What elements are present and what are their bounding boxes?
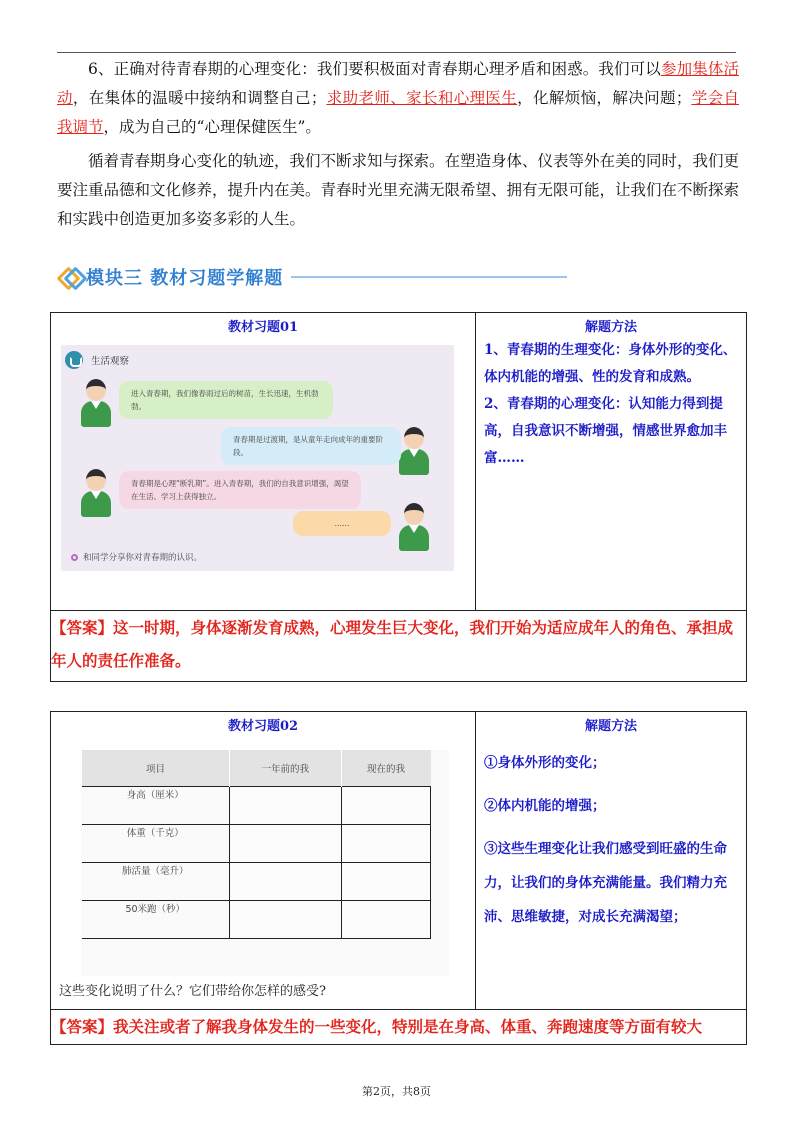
paragraph-conclusion: 循着青春期身心变化的轨迹，我们不断求知与探索。在塑造身体、仪表等外在美的同时，我们更要注重品德和文化修养，提升内在美。青春时光里充满无限希望、拥有无限可能，让我们在不断探索和实践中创造更加多姿多彩的人生。 <box>57 152 740 228</box>
table-blank-cell <box>341 825 430 863</box>
page-number: 第2页，共8页 <box>362 1085 431 1098</box>
table-blank-cell <box>229 787 341 825</box>
exercise-1-table <box>50 312 747 682</box>
method-item: 1、青春期的生理变化：身体外形的变化、体内机能的增强、性的发育和成熟。 <box>484 342 737 385</box>
share-prompt <box>71 551 202 563</box>
method-list <box>476 335 746 472</box>
table-header: 现在的我 <box>341 750 430 787</box>
exercise-2-content-cell <box>51 712 476 1010</box>
method-title: 解题方法 <box>584 320 637 335</box>
speech-bubble: …… <box>293 511 391 536</box>
speech-bubble: 青春期是过渡期，是从童年走向成年的重要阶段。 <box>221 427 401 465</box>
student-avatar <box>79 469 113 517</box>
observation-label: 生活观察 <box>91 356 130 367</box>
table-blank-cell <box>341 787 430 825</box>
table-row-label: 体重（千克） <box>82 825 230 863</box>
method-item: 2、青春期的心理变化：认知能力得到提高，自我意识不断增强，情感世界愈加丰富…… <box>484 396 727 466</box>
exercise-2-question: 这些变化说明了什么？它们带给你怎样的感受? <box>59 984 326 999</box>
exercise-1-title: 教材习题01 <box>227 320 299 335</box>
table-row <box>82 787 431 825</box>
section-divider <box>291 276 567 278</box>
table-blank-cell <box>341 863 430 901</box>
table-row-label: 肺活量（毫升） <box>82 863 230 901</box>
growth-record-table <box>81 750 431 939</box>
share-prompt-text: 和同学分享你对青春期的认识。 <box>83 553 203 563</box>
highlight-seek-help: 求助老师、家长和心理医生 <box>326 89 518 107</box>
paragraph-text: ，化解烦恼，解决问题； <box>517 89 692 107</box>
exercise-1-content-cell <box>51 313 476 611</box>
speech-bubble: 青春期是心理“断乳期”。进入青春期，我们的自我意识增强，渴望在生活、学习上获得独立。 <box>119 471 361 509</box>
speech-bubble: 进入青春期，我们像春雨过后的树苗，生长迅速，生机勃勃。 <box>119 381 333 419</box>
exercise-2-title: 教材习题02 <box>227 719 299 734</box>
exercise-2-answer: 【答案】我关注或者了解我身体发生的一些变化，特别是在身高、体重、奔跑速度等方面有较大 <box>51 1010 747 1045</box>
highlight-self-regulation: 学会自我调节 <box>57 89 739 136</box>
method-item: ②体内机能的增强； <box>484 798 606 814</box>
paragraph-psych-changes <box>57 55 739 142</box>
top-rule <box>57 52 736 53</box>
paragraph-text: ，在集体的温暖中接纳和调整自己； <box>72 89 327 107</box>
table-blank-cell <box>229 863 341 901</box>
table-row-label: 50米跑（秒） <box>82 901 230 939</box>
life-observation-image <box>61 345 454 571</box>
table-row <box>82 863 431 901</box>
observation-header <box>65 351 129 369</box>
table-header: 项目 <box>82 750 230 787</box>
table-blank-cell <box>229 901 341 939</box>
section-header <box>60 262 567 292</box>
method-list <box>476 734 746 934</box>
table-header: 一年前的我 <box>229 750 341 787</box>
student-avatar <box>397 427 431 475</box>
method-item: ③这些生理变化让我们感受到旺盛的生命力，让我们的身体充满能量。我们精力充沛、思维敏捷，对成长充满渴望； <box>484 841 727 925</box>
student-avatar <box>397 503 431 551</box>
paragraph-text: 6、正确对待青春期的心理变化：我们要积极面对青春期心理矛盾和困惑。我们可以 <box>88 60 661 78</box>
bullet-icon <box>71 554 78 561</box>
exercise-1-method-cell <box>476 313 747 611</box>
table-blank-cell <box>341 901 430 939</box>
table-row <box>82 901 431 939</box>
paragraph-text: ，成为自己的“心理保健医生”。 <box>103 118 321 136</box>
student-avatar <box>79 379 113 427</box>
growth-record-image <box>81 750 449 976</box>
exercise-2-table <box>50 711 747 1045</box>
method-item: ①身体外形的变化； <box>484 755 606 771</box>
observation-icon <box>65 351 83 369</box>
highlight-join-activities: 参加集体活动 <box>57 60 739 107</box>
exercise-1-answer: 【答案】这一时期，身体逐渐发育成熟，心理发生巨大变化，我们开始为适应成年人的角色、承担成年人的责任作准备。 <box>51 611 747 682</box>
table-row-label: 身高（厘米） <box>82 787 230 825</box>
section-title: 模块三 教材习题学解题 <box>86 268 284 289</box>
method-title: 解题方法 <box>584 719 637 734</box>
exercise-2-method-cell <box>476 712 747 1010</box>
table-header-row <box>82 750 431 787</box>
table-blank-cell <box>229 825 341 863</box>
table-row <box>82 825 431 863</box>
diamond-icon <box>60 266 82 288</box>
